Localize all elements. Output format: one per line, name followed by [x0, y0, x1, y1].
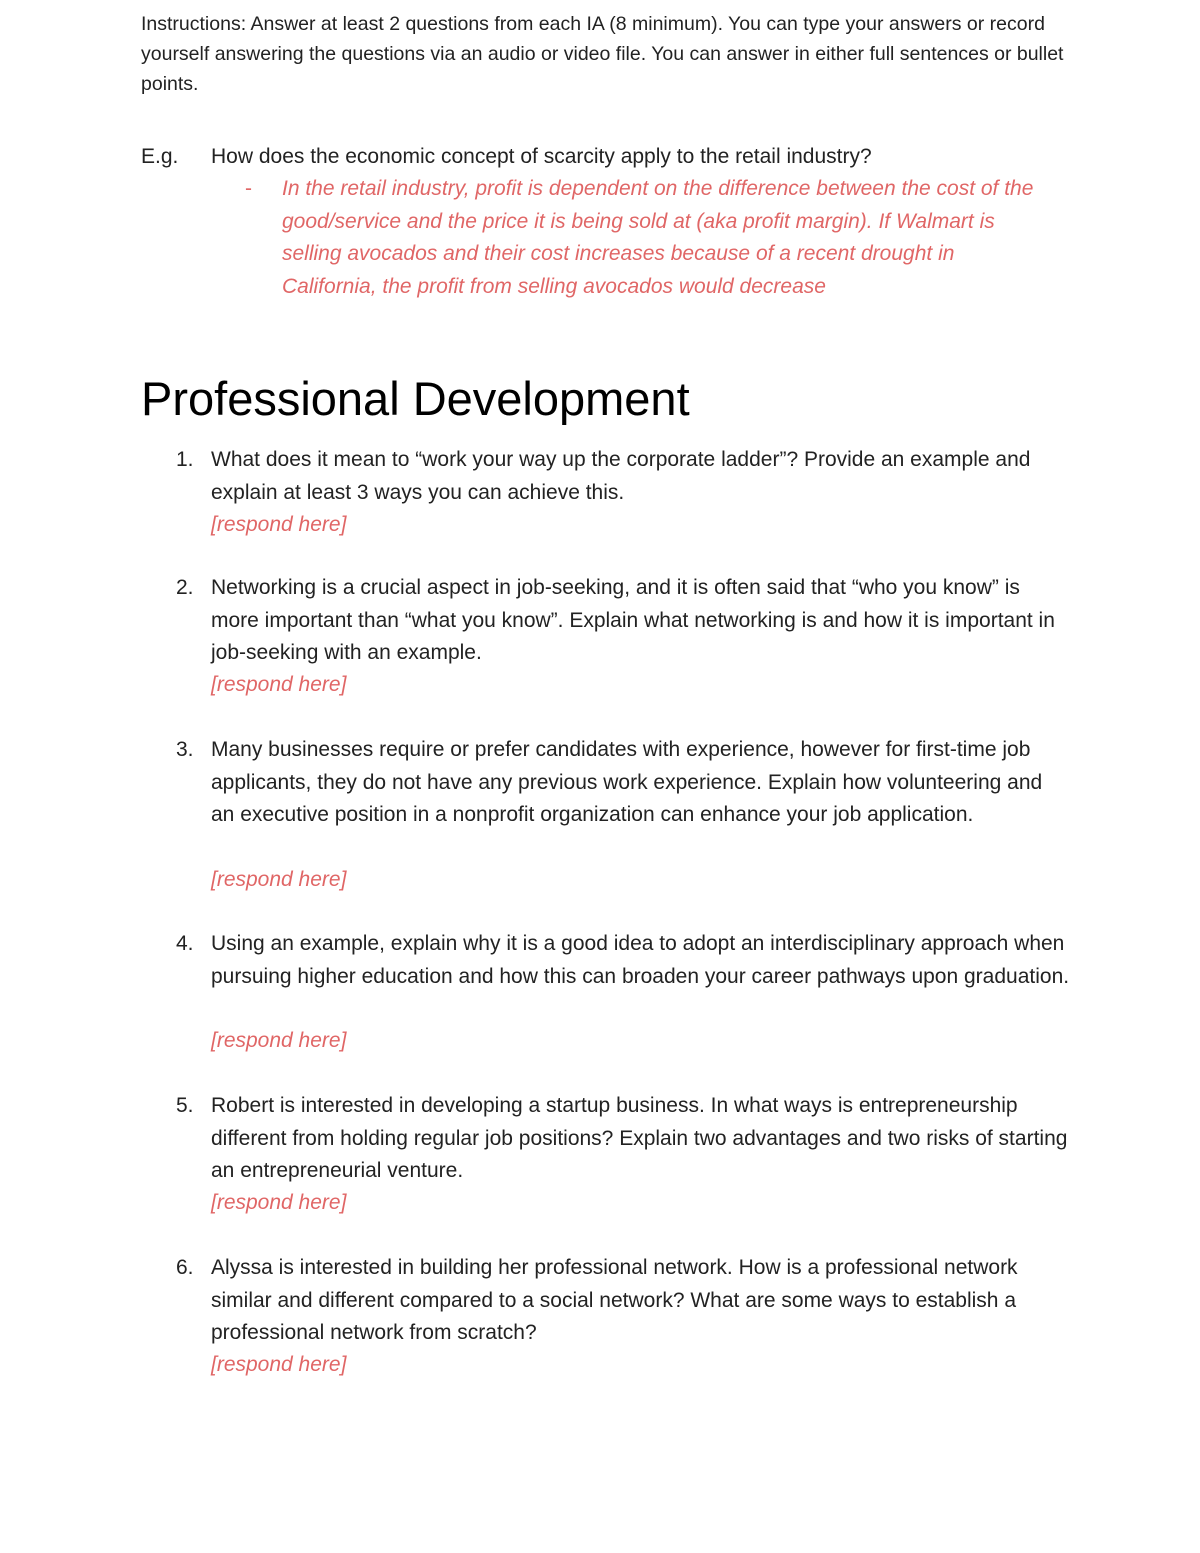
response-placeholder[interactable]: [respond here] [211, 868, 347, 891]
question-number: 3. [176, 738, 194, 761]
section-title: Professional Development [141, 372, 690, 425]
question-number: 6. [176, 1256, 194, 1279]
question-text: What does it mean to “work your way up the corporate ladder”? Provide an example and explain at least 3 ways you can achieve this. [211, 448, 1031, 504]
question-text: Networking is a crucial aspect in job-seeking, and it is often said that “who you know” is more important than “what you know”. Explain what networking is and how it is important in job-seeking with an example. [211, 576, 1055, 664]
question-number: 5. [176, 1094, 194, 1117]
question-text: Many businesses require or prefer candidates with experience, however for first-time job applicants, they do not have any previous work experience. Explain how volunteering and an executive position in a nonprofit organization can enhance your job application. [211, 738, 1043, 826]
example-answer: In the retail industry, profit is dependent on the difference between the cost of the good/service and the price it is being sold at (aka profit margin). If Walmart is selling avocados and their cost increases because of a recent drought in California, the profit from selling avocados would decrease [282, 177, 1034, 298]
example-question: How does the economic concept of scarcity apply to the retail industry? [211, 145, 872, 168]
response-placeholder[interactable]: [respond here] [211, 1191, 347, 1214]
question-text: Using an example, explain why it is a good idea to adopt an interdisciplinary approach when pursuing higher education and how this can broaden your career pathways upon graduation. [211, 932, 1070, 988]
response-placeholder[interactable]: [respond here] [211, 1029, 347, 1052]
instructions-text: Instructions: Answer at least 2 questions from each IA (8 minimum). You can type your answers or record yourself answering the questions via an audio or video file. You can answer in either full sentences or bullet points. [141, 13, 1064, 95]
question-number: 4. [176, 932, 194, 955]
response-placeholder[interactable]: [respond here] [211, 1353, 347, 1376]
question-text: Alyssa is interested in building her professional network. How is a professional network similar and different compared to a social network? What are some ways to establish a professional network from scratch? [211, 1256, 1018, 1344]
example-bullet-dash: - [245, 177, 252, 200]
question-number: 2. [176, 576, 194, 599]
question-number: 1. [176, 448, 194, 471]
response-placeholder[interactable]: [respond here] [211, 673, 347, 696]
example-label: E.g. [141, 145, 179, 168]
response-placeholder[interactable]: [respond here] [211, 513, 347, 536]
question-text: Robert is interested in developing a startup business. In what ways is entrepreneurship different from holding regular job positions? Explain two advantages and two risks of starting an entrepreneurial venture. [211, 1094, 1068, 1182]
